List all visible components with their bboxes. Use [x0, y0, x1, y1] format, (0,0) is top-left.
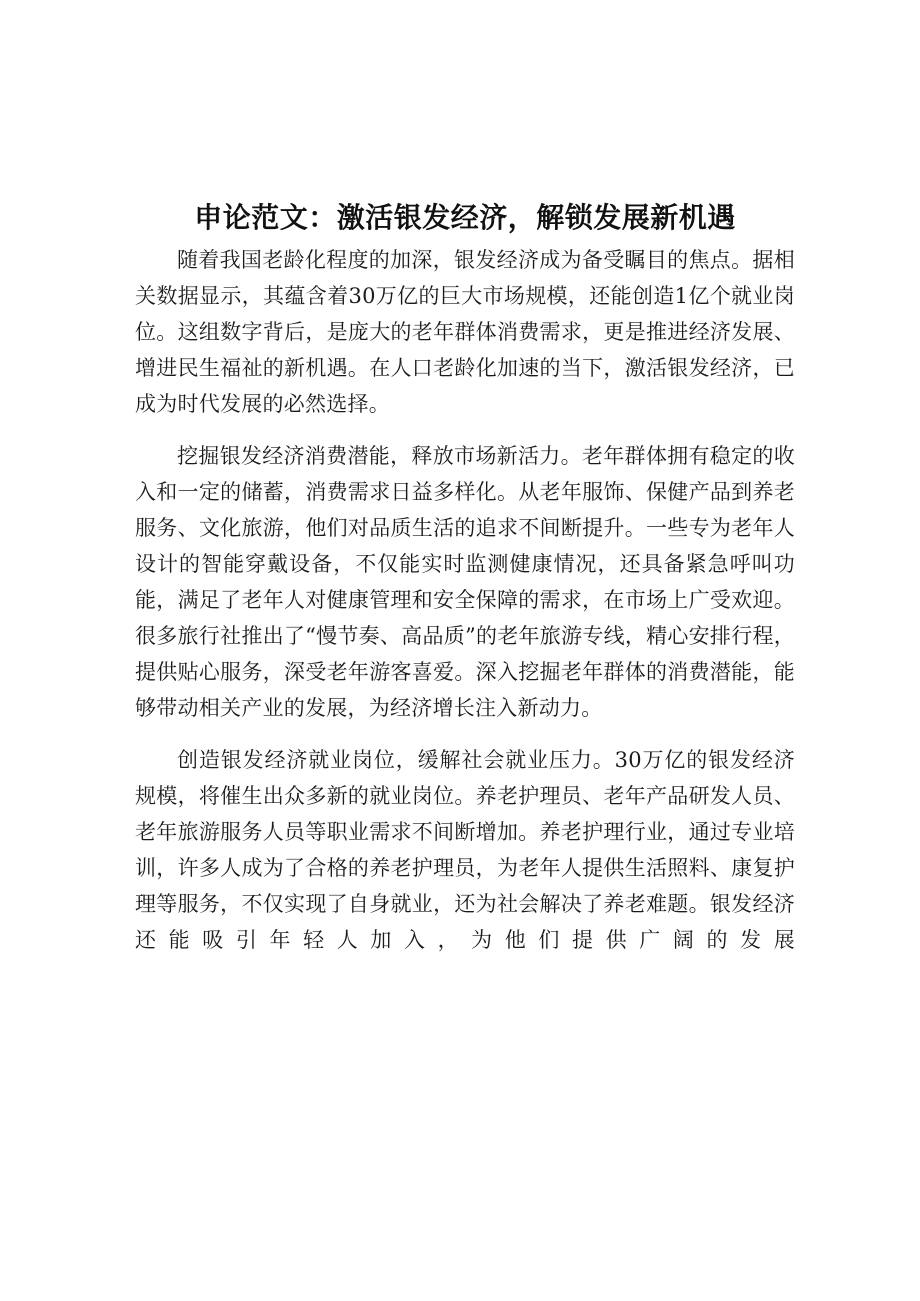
paragraph-consumption: 挖掘银发经济消费潜能，释放市场新活力。老年群体拥有稳定的收入和一定的储蓄，消费需求日益多样化。从老年服饰、保健产品到养老服务、文化旅游，他们对品质生活的追求不间断提升。一些专为老年人设计的智能穿戴设备，不仅能实时监测健康情况，还具备紧急呼叫功能，满足了老年人对健康管理和安全保障的需求，在市场上广受欢迎。很多旅行社推出了“慢节奏、高品质”的老年旅游专线，精心安排行程，提供贴心服务，深受老年游客喜爱。深入挖掘老年群体的消费潜能，能够带动相关产业的发展，为经济增长注入新动力。	[135, 444, 795, 720]
document-body	[135, 196, 795, 974]
paragraph-employment: 创造银发经济就业岗位，缓解社会就业压力。30万亿的银发经济规模，将催生出众多新的就业岗位。养老护理员、老年产品研发人员、老年旅游服务人员等职业需求不间断增加。养老护理行业，通过专业培训，许多人成为了合格的养老护理员，为老年人提供生活照料、康复护理等服务，不仅实现了自身就业，还为社会解决了养老难题。银发经济还能吸引年轻人加入，为他们提供广阔的发展	[135, 748, 795, 952]
document-title: 申论范文：激活银发经济，解锁发展新机遇	[194, 201, 736, 234]
paragraph-intro: 随着我国老龄化程度的加深，银发经济成为备受瞩目的焦点。据相关数据显示，其蕴含着30万亿的巨大市场规模，还能创造1亿个就业岗位。这组数字背后，是庞大的老年群体消费需求，更是推进经济发展、增进民生福祉的新机遇。在人口老龄化加速的当下，激活银发经济，已成为时代发展的必然选择。	[135, 248, 795, 416]
